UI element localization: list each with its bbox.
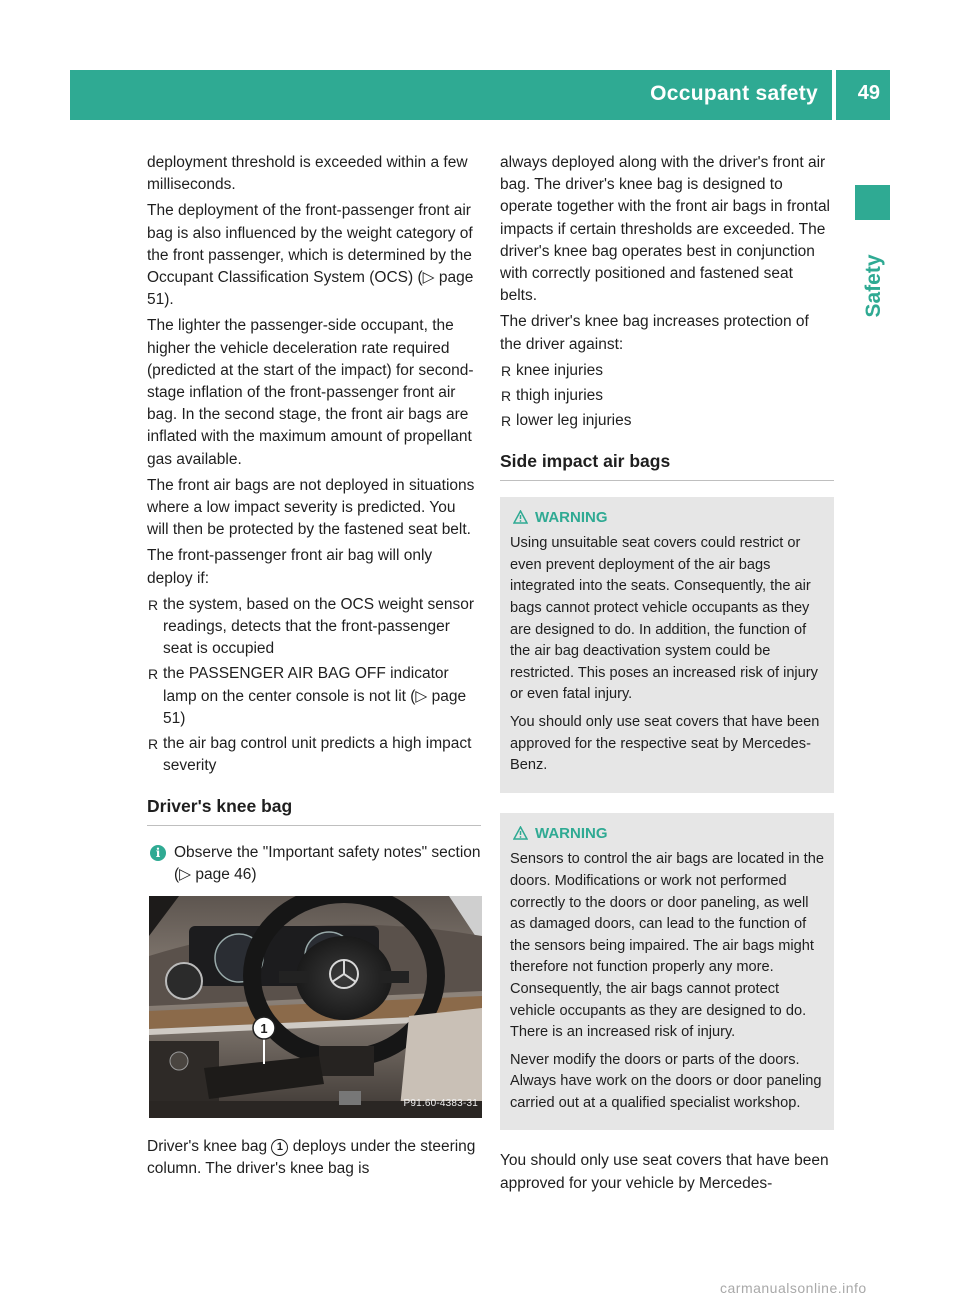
side-tab — [854, 236, 894, 336]
section-heading: Driver's knee bag — [147, 795, 481, 825]
paragraph: The front-passenger front air bag will only deploy if: — [147, 547, 433, 587]
warning-title: WARNING — [535, 508, 608, 526]
knee-bag-illustration — [149, 896, 482, 1118]
header-title: Occupant safety — [650, 82, 818, 105]
list-item: R the air bag control unit predicts a high impact severity — [147, 733, 481, 777]
paragraph: deployment threshold is exceeded within a few milliseconds. — [147, 154, 468, 194]
paragraph: always deployed along with the driver's front air bag. The driver's knee bag is designed to operate together with the front air bags in frontal impacts if certain thresholds are exceeded. The driver's knee bag operates best in conjunction with correctly positioned and fastened seat belts. — [500, 154, 831, 305]
page-number: 49 — [857, 82, 880, 104]
warning-text: You should only use seat covers that have been approved for the respective seat by Mercedes-Benz. — [510, 713, 820, 774]
warning-text: Using unsuitable seat covers could restrict or even prevent deployment of the air bags integrated into the seats. Consequently, the air bags cannot protect vehicle occupants as they are designed to do. In addition, the function of the air bag deactivation system could be restricted. This poses an increased risk of injury or even fatal injury. — [510, 535, 818, 703]
info-icon: i — [150, 845, 166, 861]
warning-triangle-icon — [513, 509, 528, 531]
list-item: R the PASSENGER AIR BAG OFF indicator lamp on the center console is not lit (▷ page 51) — [147, 663, 481, 730]
left-column — [147, 152, 481, 1185]
section-heading: Side impact air bags — [500, 450, 834, 480]
figure-caption: Driver's knee bag 1 deploys under the steering column. The driver's knee bag is — [147, 1138, 476, 1178]
figure-code: P91.60-4383-31 — [403, 1097, 478, 1109]
watermark: carmanualsonline.info — [720, 1280, 867, 1296]
paragraph: You should only use seat covers that have been approved for your vehicle by Mercedes- — [500, 1152, 829, 1192]
page-header — [70, 70, 890, 120]
side-tab-label: Safety — [862, 254, 885, 318]
warning-header — [510, 823, 824, 847]
paragraph: The lighter the passenger-side occupant, the higher the vehicle deceleration rate required (predicted at the start of the impact) for second-stage inflation of the front-passenger front air bag. In the second stage, the front air bags are inflated with the maximum amount of propellant gas available. — [147, 317, 474, 468]
list-item: R thigh injuries — [500, 385, 834, 407]
header-divider — [832, 70, 836, 120]
list-item: R knee injuries — [500, 360, 834, 382]
callout-number: 1 — [260, 1021, 268, 1037]
warning-text: Never modify the doors or parts of the doors. Always have work on the doors or door paneling carried out at a qualified specialist workshop. — [510, 1051, 822, 1111]
warning-text: Sensors to control the air bags are located in the doors. Modifications or work not performed correctly to the doors or door paneling, as well as damaged doors, can lead to the function of the sensors being impaired. The air bags might therefore not function properly any more. Consequently, the air bags cannot protect vehicle occupants as they are designed to do. There is an increased risk of injury. — [510, 851, 824, 1041]
cockpit-photo — [149, 896, 482, 1118]
warning-triangle-icon — [513, 825, 528, 847]
info-note — [147, 842, 481, 886]
side-tab-marker — [855, 185, 890, 220]
paragraph: The deployment of the front-passenger front air bag is also influenced by the weight category of the front passenger, which is determined by the Occupant Classification System (OCS) (▷ page 51). — [147, 202, 474, 309]
warning-box — [500, 497, 834, 793]
paragraph: The front air bags are not deployed in situations where a low impact severity is predicted. You will then be protected by the fastened seat belt. — [147, 476, 475, 539]
list-item: R lower leg injuries — [500, 410, 834, 432]
warning-header — [510, 507, 824, 531]
warning-box — [500, 813, 834, 1131]
list-item: R the system, based on the OCS weight sensor readings, detects that the front-passenger seat is occupied — [147, 594, 481, 661]
warning-title: WARNING — [535, 824, 608, 842]
right-column — [500, 152, 834, 1199]
paragraph: The driver's knee bag increases protection of the driver against: — [500, 313, 809, 353]
callout-marker: 1 — [271, 1139, 288, 1156]
info-note-text: Observe the "Important safety notes" section (▷ page 46) — [174, 843, 481, 883]
